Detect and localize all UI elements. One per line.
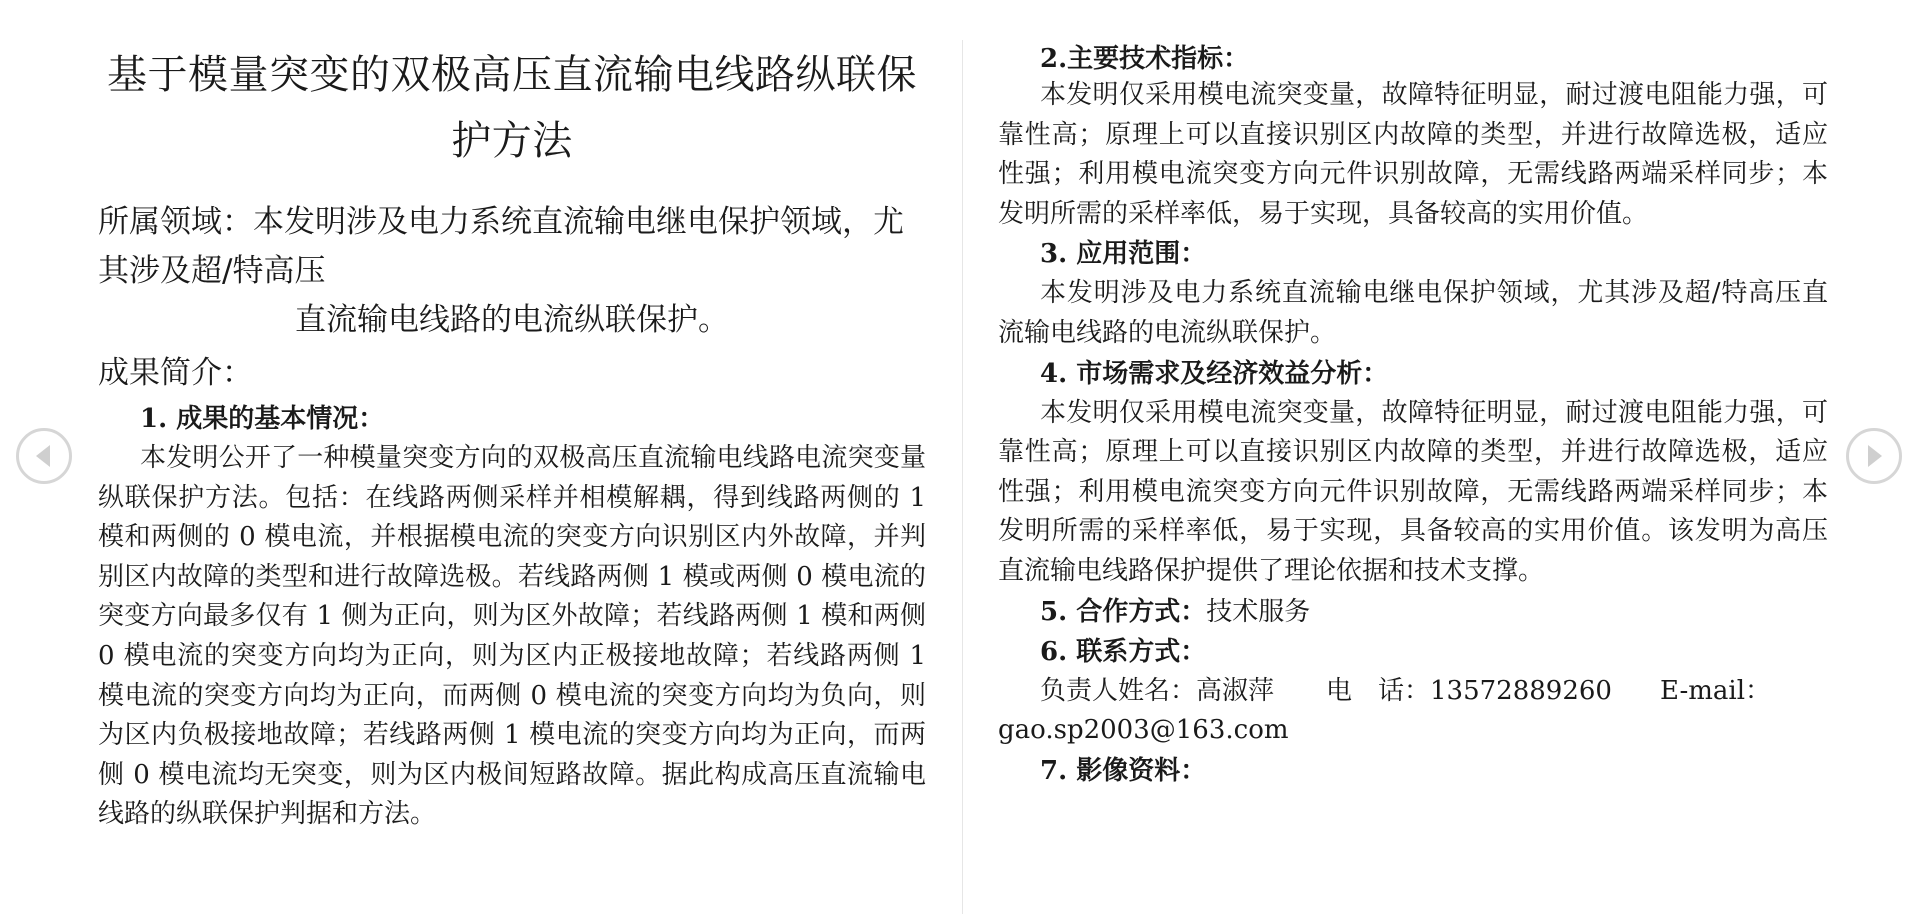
section-5-heading: 5. 合作方式： <box>1040 596 1207 627</box>
contact-email-label: E-mail： <box>1659 675 1772 706</box>
section-1-heading: 1. 成果的基本情况： <box>140 404 385 434</box>
contact-phone: 电 话：13572889260 <box>1326 675 1612 706</box>
section-3-heading: 3. 应用范围： <box>1040 239 1207 270</box>
previous-page-button[interactable] <box>16 428 72 484</box>
cooperation-mode: 技术服务 <box>1206 596 1311 627</box>
page-divider <box>962 40 963 914</box>
document-title: 基于模量突变的双极高压直流输电线路纵联保护方法 <box>107 52 917 164</box>
summary-heading: 成果简介： <box>98 355 253 391</box>
left-page <box>98 0 926 914</box>
chevron-right-icon <box>1849 431 1899 481</box>
right-page <box>998 0 1828 914</box>
section-7-heading: 7. 影像资料： <box>1040 755 1207 786</box>
contact-name: 负责人姓名：高淑萍 <box>1040 675 1275 706</box>
section-5 <box>998 592 1828 632</box>
section-4-body: 本发明仅采用模电流突变量，故障特征明显，耐过渡电阻能力强，可靠性高；原理上可以直接识别区内故障的类型，并进行故障选极，适应性强；利用模电流突变方向元件识别故障，无需线路两端采样同步；本发明所需的采样率低，易于实现，具备较高的实用价值。该发明为高压直流输电线路保护提供了理论依据和技术支撑。 <box>998 397 1828 586</box>
chevron-left-icon <box>19 431 69 481</box>
contact-line <box>998 672 1828 712</box>
section-2-body: 本发明仅采用模电流突变量，故障特征明显，耐过渡电阻能力强，可靠性高；原理上可以直接识别区内故障的类型，并进行故障选极，适应性强；利用模电流突变方向元件识别故障，无需线路两端采样同步；本发明所需的采样率低，易于实现，具备较高的实用价值。 <box>998 80 1828 229</box>
field-line-1: 所属领域：本发明涉及电力系统直流输电继电保护领域，尤其涉及超/特高压 <box>98 204 904 289</box>
field-of-invention <box>98 198 926 345</box>
section-1-body: 本发明公开了一种模量突变方向的双极高压直流输电线路电流突变量纵联保护方法。包括：在线路两侧采样并相模解耦，得到线路两侧的 1 模和两侧的 0 模电流，并根据模电流的突变方向识别区内外故障，并判别区内故障的类型和进行故障选极。若线路两侧 1 模或两侧 0 模电流的突变方向最多仅有 1 侧为正向，则为区外故障；若线路两侧 1 模和两侧 0 模电流的突变方向均为正向，则为区内正极接地故障；若线路两侧 1 模电流的突变方向均为正向，而两侧 0 模电流的突变方向均为负向，则为区内负极接地故障；若线路两侧 1 模电流的突变方向均为正向，而两侧 0 模电流均无突变，则为区内极间短路故障。据此构成高压直流输电线路的纵联保护判据和方法。 <box>98 443 926 830</box>
section-2-heading: 2.主要技术指标： <box>1040 44 1250 74</box>
section-3-body: 本发明涉及电力系统直流输电继电保护领域，尤其涉及超/特高压直流输电线路的电流纵联保护。 <box>998 278 1828 348</box>
contact-email: gao.sp2003@163.com <box>998 715 1289 746</box>
field-line-2: 直流输电线路的电流纵联保护。 <box>295 302 729 338</box>
section-6-heading: 6. 联系方式： <box>1040 636 1207 667</box>
next-page-button[interactable] <box>1846 428 1902 484</box>
section-4-heading: 4. 市场需求及经济效益分析： <box>1040 358 1389 389</box>
